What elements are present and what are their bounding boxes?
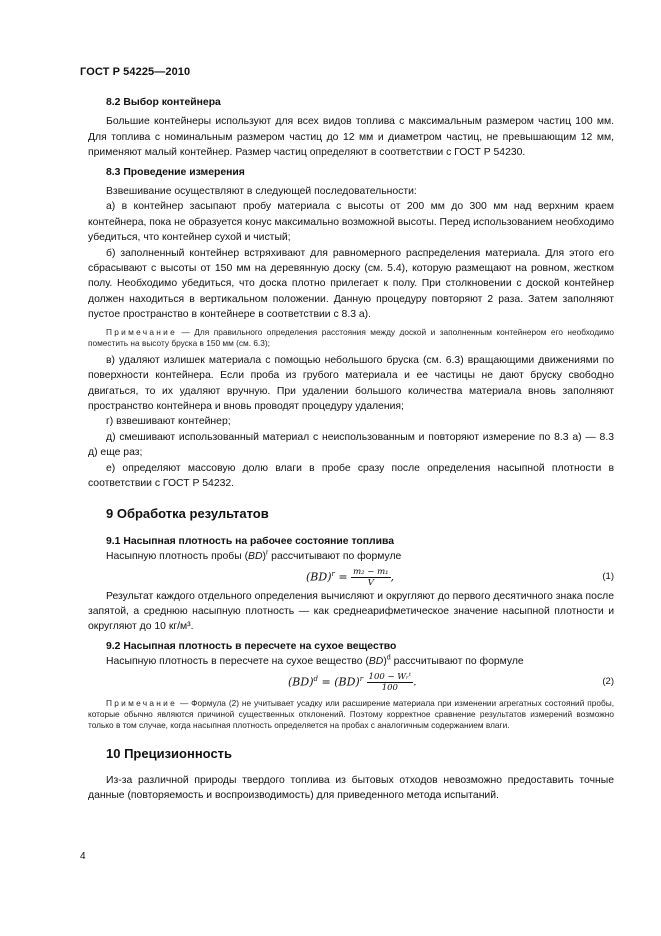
list-item-a: а) в контейнер засыпают пробу материала с высоты от 200 мм до 300 мм над верхним краем контейнера, пока не образуется конус максимально возможной высоты. Перед использованием необходимо убедиться, что контейнер сухой и чистый; bbox=[88, 201, 615, 244]
standard-header: ГОСТ Р 54225—2010 bbox=[80, 66, 191, 78]
subsection-title-8-2: 8.2 Выбор контейнера bbox=[106, 97, 221, 108]
formula-2: (BD)$^d$ = (BD)$^r$ $\frac{\text{100 − Wᵣᵗ}}{100}$ . (2) bbox=[288, 671, 614, 693]
formula-number-2: (2) bbox=[602, 675, 614, 687]
paragraph-rounding: Результат каждого отдельного определения вычисляют и округляют до первого десятичного знака после запятой, а среднюю насыпную плотность — как среднеарифметическое значение насыпной плотности и округляют до 10 кг/м³. bbox=[88, 590, 614, 633]
fraction: $\frac{\text{m₂ − m₁}}{V}$ bbox=[353, 566, 389, 588]
note-text: — Формула (2) не учитывает усадку или расширение материала при изменении агрегатных состояний пробы, которые обычно являются причиной существенных отклонений. Поэтому корректное сравнение результатов измерений возможно только в том случае, когда насыпная плотность определяется на пробах с аналогичным содержанием влаги. bbox=[88, 697, 614, 730]
paragraph-weighing-intro: Взвешивание осуществляют в следующей последовательности: bbox=[106, 186, 417, 198]
formula-1: (BD)$^r$ = $\frac{\text{m₂ − m₁}}{V}$ , (1) bbox=[306, 566, 614, 588]
subsection-title-8-3: 8.3 Проведение измерения bbox=[106, 166, 245, 178]
formula-number-1: (1) bbox=[602, 570, 614, 582]
subsection-title-9-1: 9.1 Насыпная плотность на рабочее состояние топлива bbox=[106, 535, 395, 547]
fraction: $\frac{\text{100 − Wᵣᵗ}}{100}$ bbox=[368, 671, 412, 693]
list-item-e: е) определяют массовую долю влаги в пробе сразу после определения насыпной плотности в соответствии с ГОСТ Р 54232. bbox=[88, 462, 614, 489]
note-text: — Для правильного определения расстояния между доской и заполненным контейнером его необходимо поместить на высоту бруска в 150 мм (см. 6.3); bbox=[88, 326, 614, 348]
page-content bbox=[88, 95, 614, 804]
section-title-9: 9 Обработка результатов bbox=[106, 506, 269, 522]
note-label: Примечание bbox=[106, 697, 178, 708]
note-formula-2 bbox=[88, 698, 614, 731]
paragraph-formula2-intro: Насыпную плотность в пересчете на сухое вещество (BD)$^d$ рассчитывают по формуле bbox=[106, 654, 524, 668]
list-item-b: б) заполненный контейнер встряхивают для равномерного распределения материала. Для этого его сбрасывают с высоты от 150 мм на деревянную доску (см. 5.4), которую размещают на ровном, жестком полу. Необходимо убедиться, что доска плотно прилегает к полу. При столкновении с доской контейнер должен находиться в вертикальном положении. Данную процедуру повторяют 2 раза. Затем заполняют пустое пространство в контейнере в соответствии с 8.3 а). bbox=[88, 247, 614, 321]
paragraph-container-choice: Большие контейнеры используют для всех видов топлива с максимальным размером частиц 100 мм. Для топлива с номинальным размером частиц до 12 мм и диаметром частиц, не превышающим 12 мм, применяют малый контейнер. Размер частиц определяют в соответствии с ГОСТ Р 54230. bbox=[88, 116, 614, 159]
subsection-title-9-2: 9.2 Насыпная плотность в пересчете на сухое вещество bbox=[106, 640, 397, 652]
page-number: 4 bbox=[80, 851, 86, 862]
note-board-distance bbox=[88, 327, 614, 349]
note-label: Примечание bbox=[106, 326, 178, 337]
list-item-v: в) удаляют излишек материала с помощью небольшого бруска (см. 6.3) вращающими движениями по поверхности контейнера. Если проба из грубого материала и ее частицы не дают бруску свободно двигаться, то их удаляют вручную. При удалении большого количества материала вновь заполняют пространство контейнера и вновь проводят процедуру удаления; bbox=[88, 354, 614, 412]
section-title-10: 10 Прецизионность bbox=[106, 745, 233, 761]
paragraph-precision: Из-за различной природы твердого топлива из бытовых отходов невозможно предоставить точные данные (повторяемость и воспроизводимость) для приведенного метода испытаний. bbox=[88, 775, 614, 802]
list-item-g: г) взвешивают контейнер; bbox=[106, 416, 231, 428]
paragraph-formula1-intro: Насыпную плотность пробы (BD)$^r$ рассчитывают по формуле bbox=[106, 549, 402, 563]
list-item-d: д) смешивают использованный материал с неиспользованным и повторяют измерение по 8.3 а) — 8.3 д) еще раз; bbox=[88, 431, 614, 459]
